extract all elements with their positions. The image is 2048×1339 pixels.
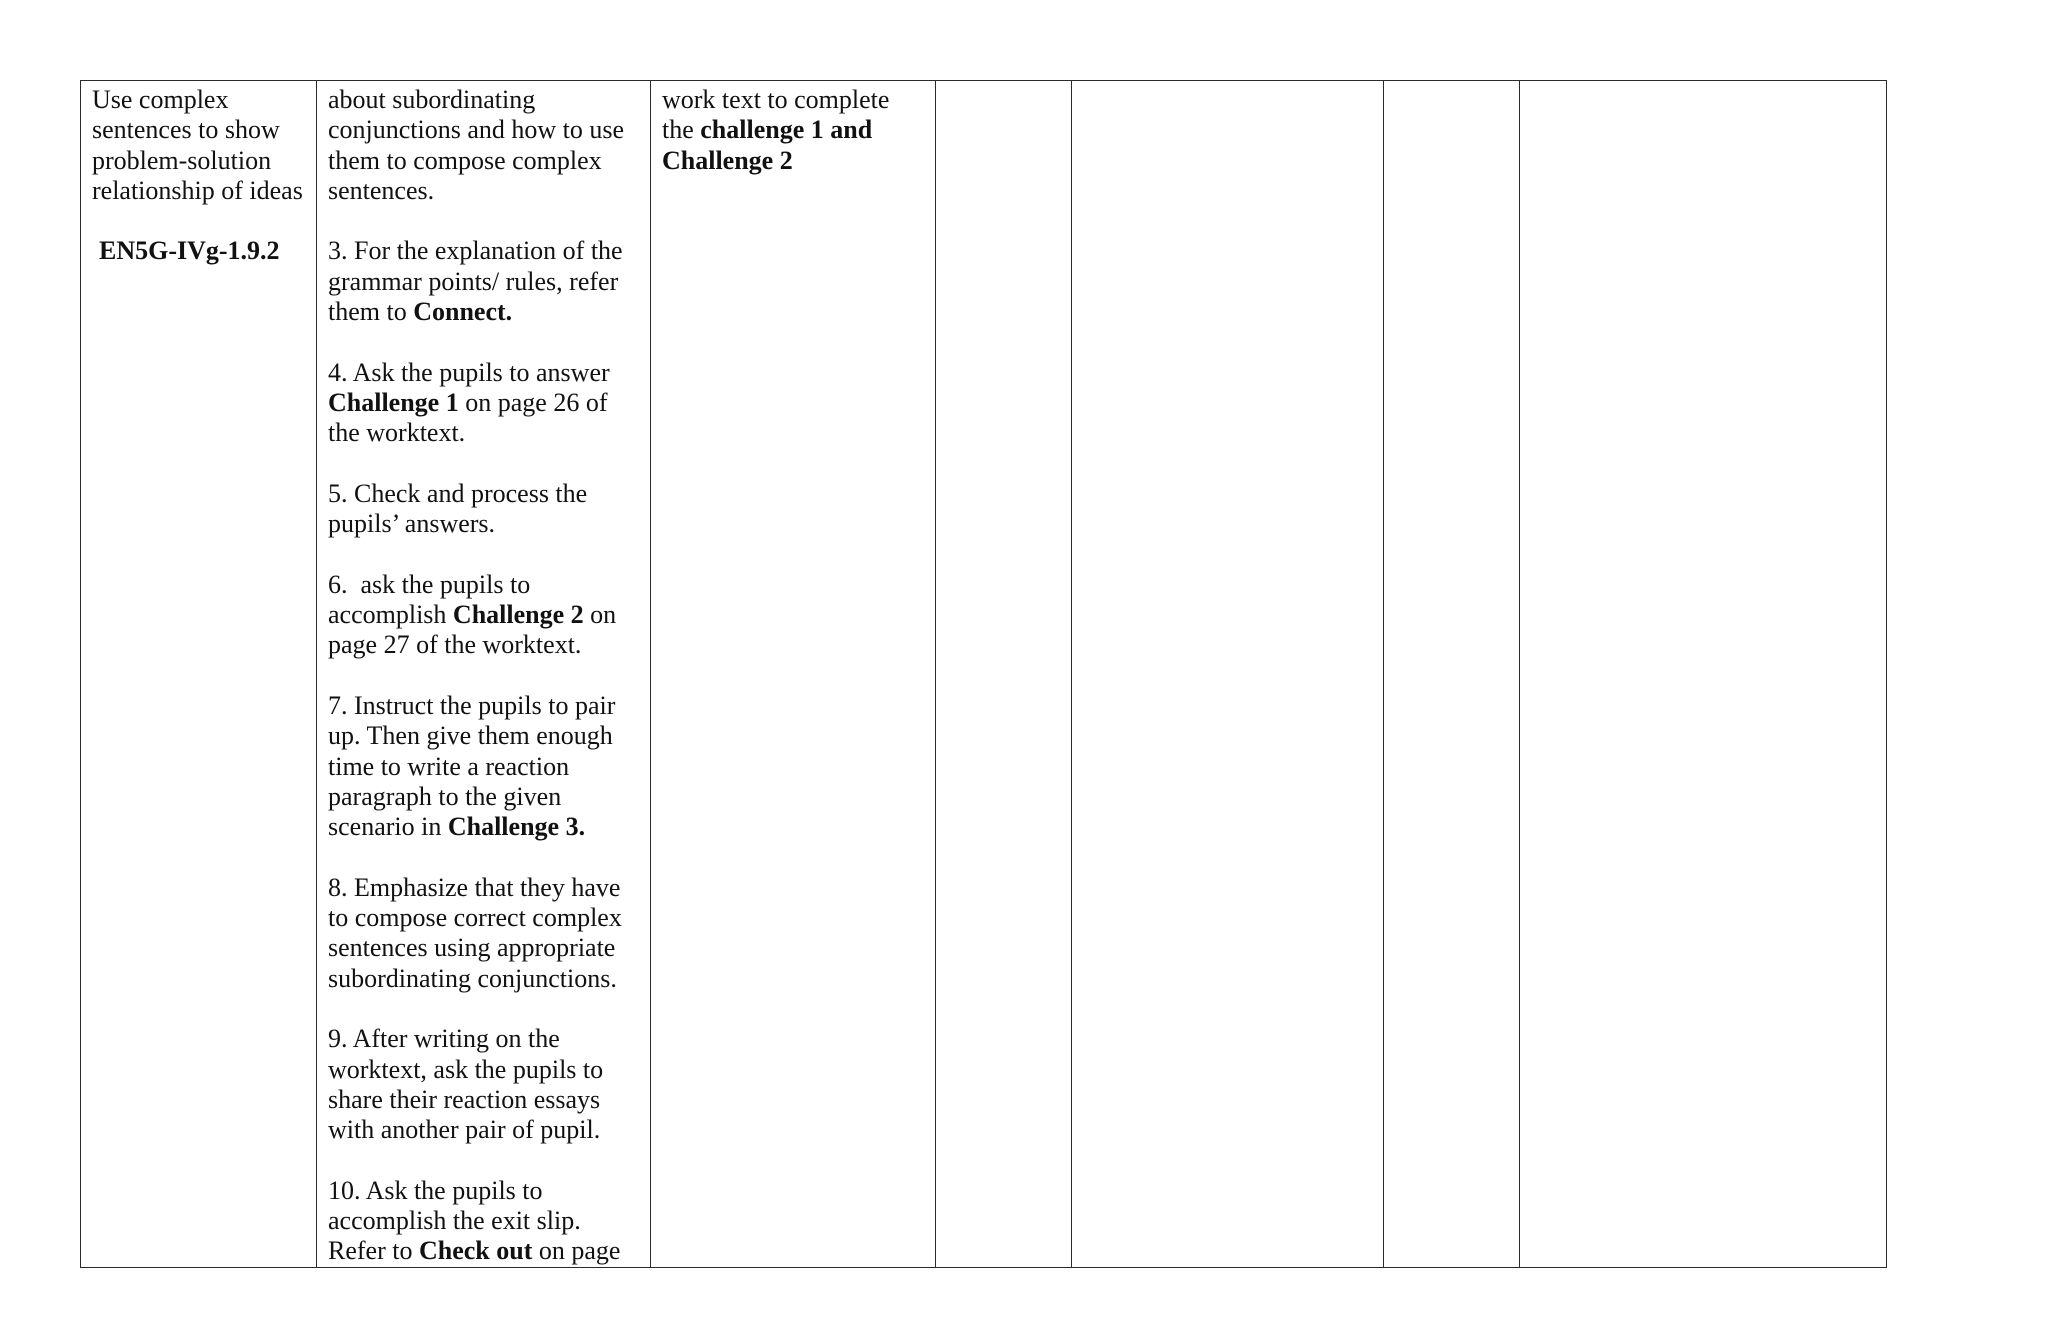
step-7-bold: Challenge 3.	[447, 812, 586, 842]
step-10-bold: Check out	[418, 1236, 533, 1266]
lesson-plan-table	[80, 80, 1887, 1268]
procedure-cell	[317, 81, 651, 1268]
procedure-step-3	[328, 236, 640, 327]
materials-text-plain: work text to complete the	[662, 85, 890, 145]
competency-code: EN5G-IVg-1.9.2	[99, 236, 280, 266]
step-3-text: 3. For the explanation of the grammar points/ rules, refer them to	[328, 236, 623, 327]
step-3-bold: Connect.	[413, 297, 513, 327]
materials-cell	[651, 81, 936, 1268]
objective-cell	[81, 81, 317, 1268]
table-row	[81, 81, 1887, 1268]
procedure-step-8: 8. Emphasize that they have to compose correct complex sentences using appropriate subordinating conjunctions.	[328, 872, 622, 993]
empty-cell-5	[1072, 81, 1384, 1268]
procedure-step-6	[328, 570, 640, 661]
step-6-text: 6. ask the pupils to accomplish	[328, 569, 537, 630]
procedure-step-5: 5. Check and process the pupils’ answers.	[328, 478, 588, 539]
step-4-bold: Challenge 1	[328, 387, 459, 417]
step-7-text: 7. Instruct the pupils to pair up. Then give them enough time to write a reaction paragraph to the given scenario in	[328, 690, 616, 842]
step-6-text-after: on page 27 of the worktext.	[328, 600, 617, 660]
procedure-step-9: 9. After writing on the worktext, ask the pupils to share their reaction essays with another pair of pupil.	[328, 1024, 604, 1145]
procedure-step-7	[328, 691, 640, 842]
step-6-bold: Challenge 2	[452, 600, 584, 630]
materials-bold-2: Challenge 2	[662, 145, 793, 175]
step-4-text-after: on page 26 of the worktext.	[328, 387, 608, 448]
objective-text: Use complex sentences to show problem-solution relationship of ideas	[92, 85, 303, 205]
step-4-text: 4. Ask the pupils to answer	[328, 357, 610, 387]
empty-cell-4	[936, 81, 1072, 1268]
step-10-text: 10. Ask the pupils to accomplish the exit slip. Refer to	[328, 1175, 581, 1266]
procedure-step-4	[328, 358, 640, 449]
materials-text	[662, 85, 925, 176]
step-10-text-after: on page	[532, 1236, 621, 1266]
materials-bold-1: challenge 1 and	[700, 115, 873, 145]
empty-cell-6	[1384, 81, 1520, 1268]
procedure-intro: about subordinating conjunctions and how to use them to compose complex sentences.	[328, 85, 625, 205]
empty-cell-7	[1520, 81, 1887, 1268]
procedure-step-10	[328, 1176, 640, 1267]
